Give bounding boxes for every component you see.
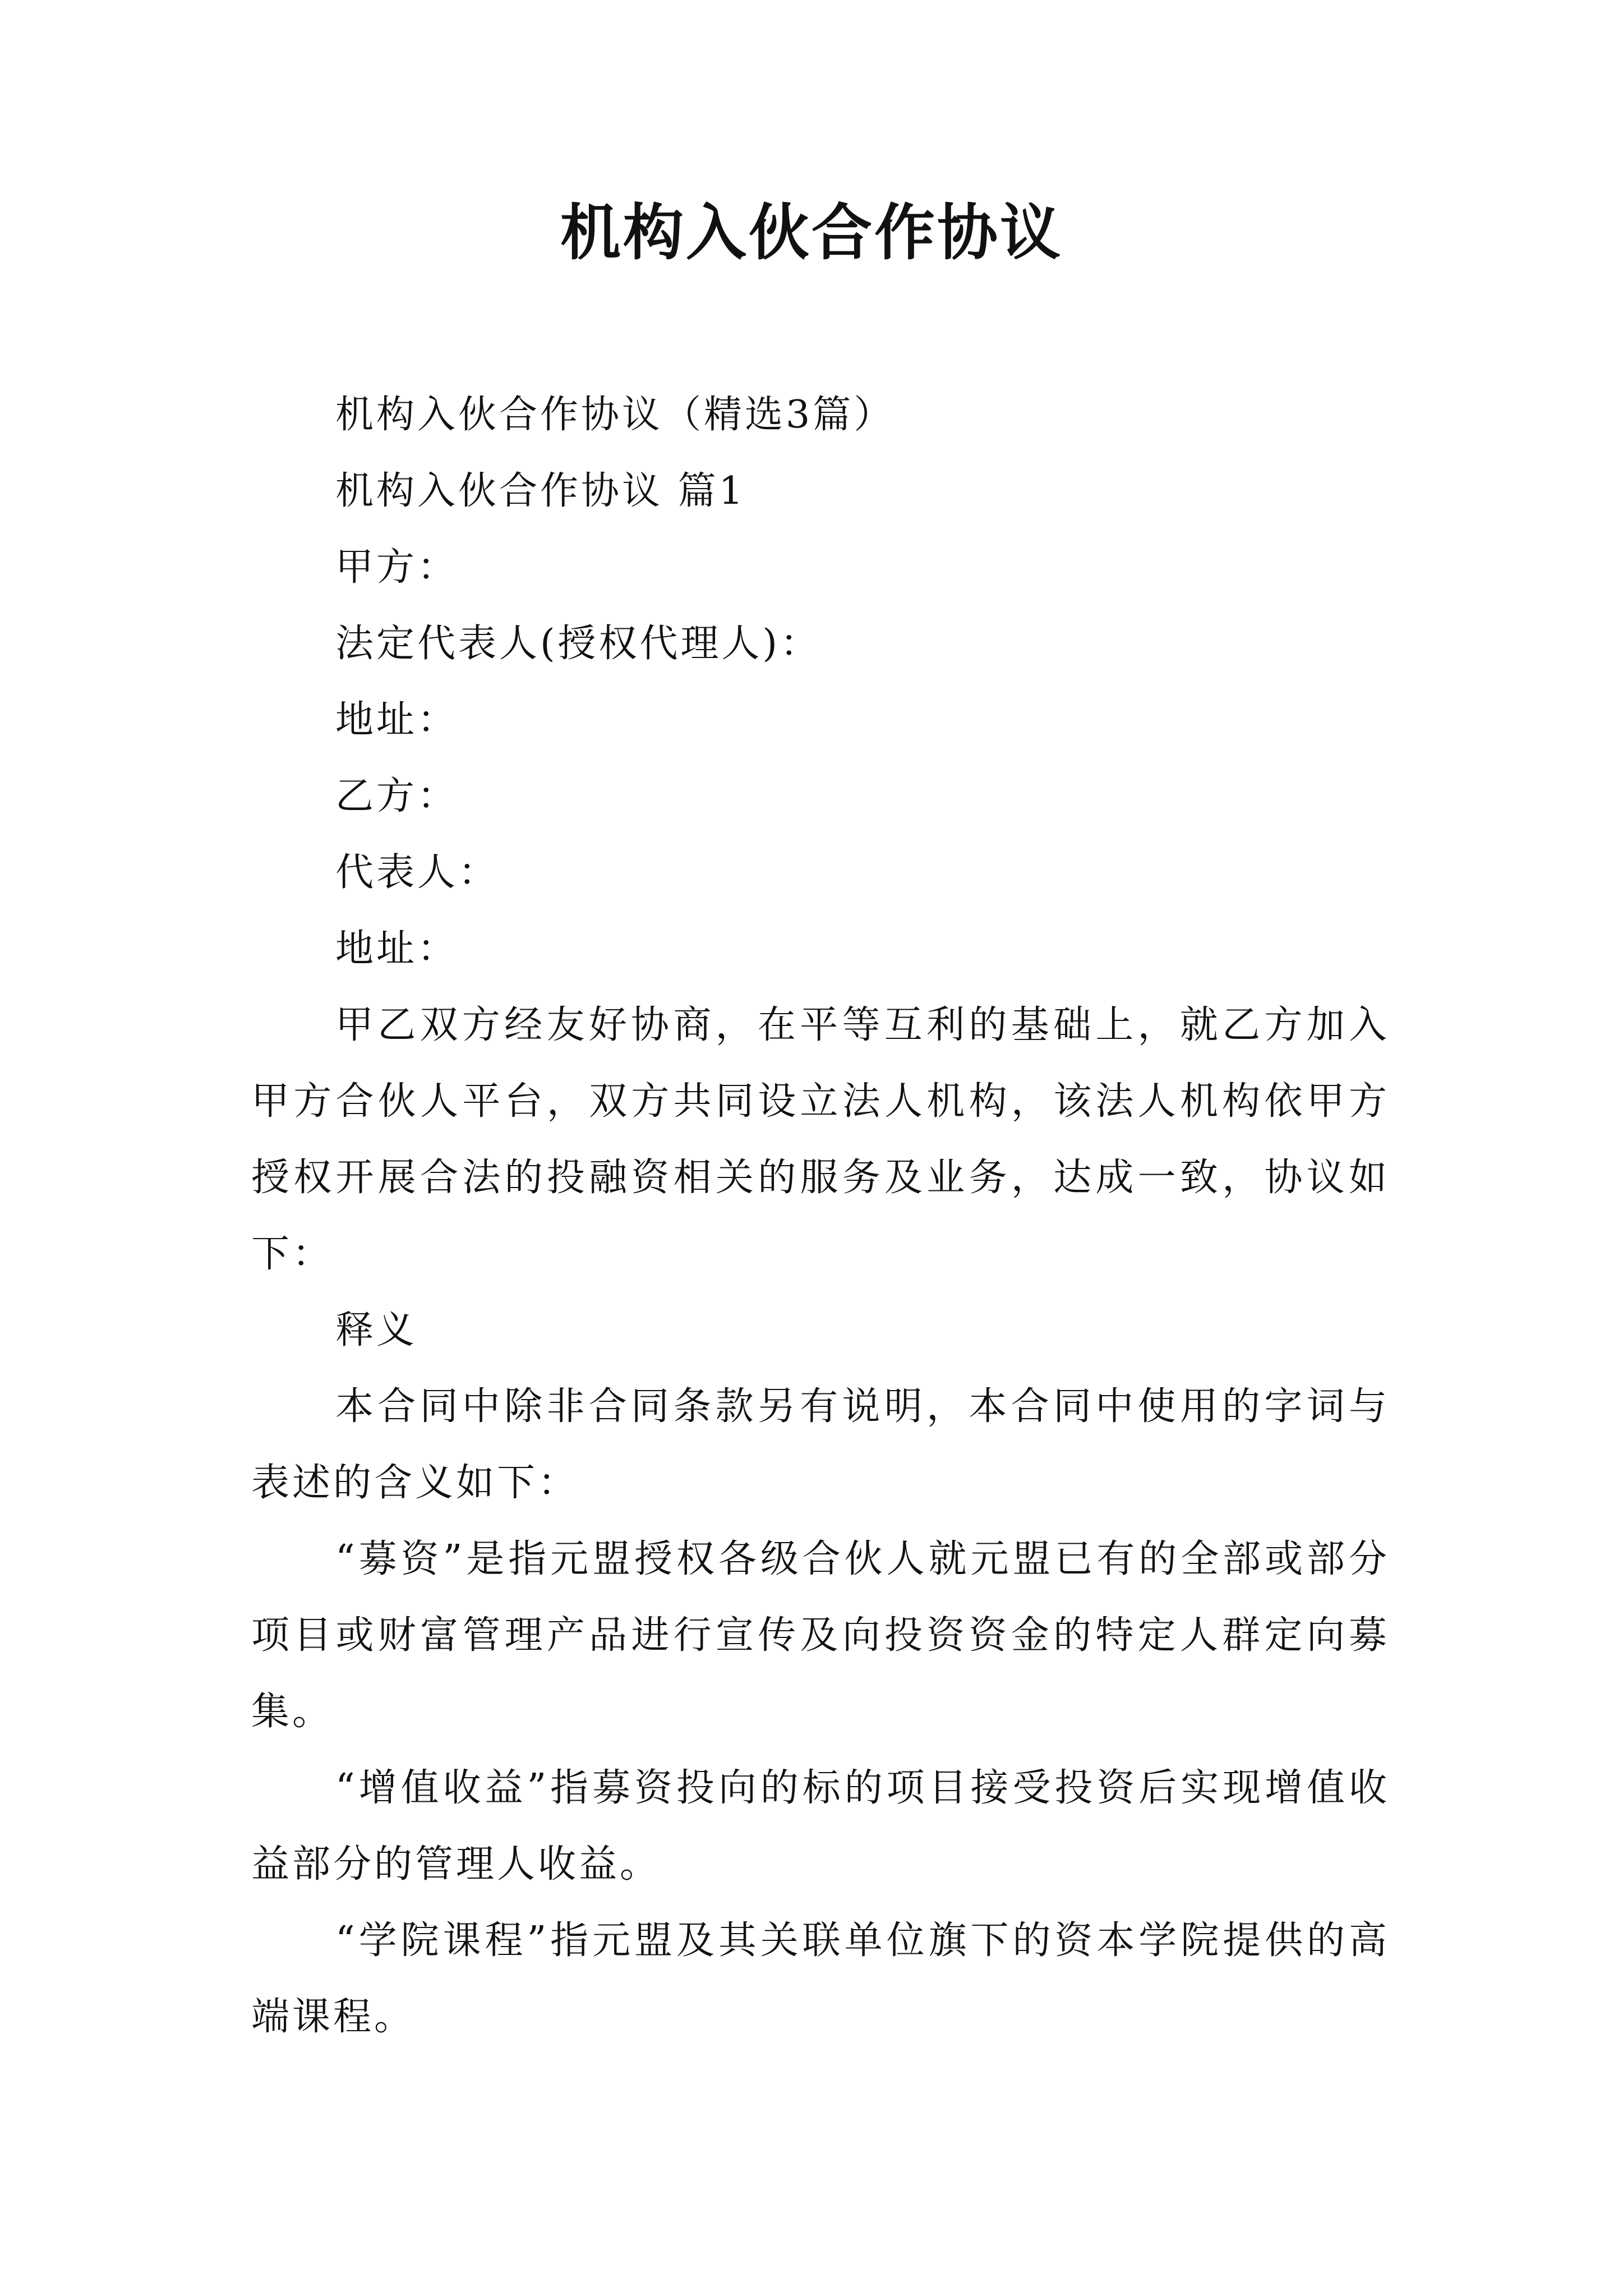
- party-b-label: 乙方：: [335, 774, 459, 818]
- definition-value-added-income: “增值收益”指募资投向的标的项目接受投资后实现增值收益部分的管理人收益。: [251, 1766, 1390, 1887]
- document-title: 机构入伙合作协议: [560, 197, 1063, 268]
- definitions-heading: 释义: [335, 1308, 418, 1352]
- definition-academy-courses: “学院课程”指元盟及其关联单位旗下的资本学院提供的高端课程。: [251, 1918, 1390, 2039]
- party-a-label: 甲方：: [335, 545, 459, 590]
- legal-representative-label: 法定代表人(授权代理人)：: [335, 622, 822, 666]
- representative-label: 代表人：: [335, 850, 500, 895]
- document-body: [251, 377, 1390, 2055]
- preamble-paragraph: 甲乙双方经友好协商，在平等互利的基础上，就乙方加入甲方合伙人平台，双方共同设立法人机构，该法人机构依甲方授权开展合法的投融资相关的服务及业务，达成一致，协议如下：: [251, 1003, 1390, 1276]
- party-b-address-label: 地址：: [335, 927, 459, 971]
- party-a-address-label: 地址：: [335, 698, 459, 742]
- definitions-intro: 本合同中除非合同条款另有说明，本合同中使用的字词与表述的含义如下：: [251, 1384, 1390, 1505]
- definition-fundraising: “募资”是指元盟授权各级合伙人就元盟已有的全部或部分项目或财富管理产品进行宣传及向投资资金的特定人群定向募集。: [251, 1537, 1390, 1734]
- section-heading: 机构入伙合作协议 篇1: [335, 469, 746, 513]
- subtitle-paragraph: 机构入伙合作协议（精选3篇）: [335, 393, 895, 437]
